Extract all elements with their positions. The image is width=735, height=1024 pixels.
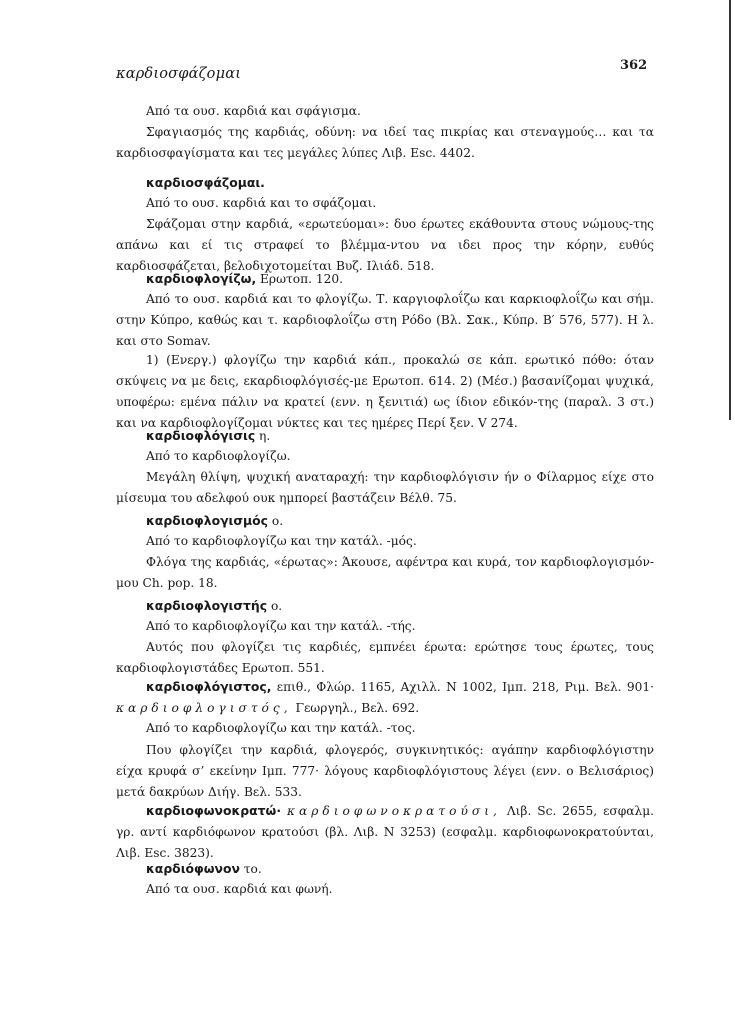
definition-paragraph: Μεγάλη θλίψη, ψυχική αναταραχή: την καρδιοφλόγισιν ήν ο Φίλαρμος είχε στο μίσευμα του αδελφού ουκ ημπορεί βαστάζειν Βέλθ. 75. [116,470,654,505]
entry-lemma [116,858,654,880]
definition-paragraph: Σφαγιασμός της καρδιάς, οδύνη: να ιδεί τας πικρίας και στεναγμούς… και τα καρδιοσφαγίσματα και τες μεγάλες λύπες Λιβ. Esc. 4402. [116,125,654,160]
lemma-headword: καρδιόφωνον [146,861,240,876]
scan-edge-mark [729,0,731,420]
running-head: καρδιοσφάζομαι [116,66,242,82]
lemma-headword: καρδιοφλογίζω, [146,271,257,286]
entry-lemma [116,595,654,617]
lemma-headword: καρδιοφλογισμός [146,513,268,528]
lemma-headword: καρδιοφωνοκρατώ· [146,803,282,818]
lemma-references: επιθ., Φλώρ. 1165, Αχιλλ. Ν 1002, Ιμπ. 218, Ριμ. Βελ. 901· [271,680,654,694]
etymology-line: Από το ουσ. καρδιά και το σφάζομαι. [146,196,377,210]
entry-lemma [116,172,654,194]
etymology-paragraph: Από το ουσ. καρδιά και το φλογίζω. Τ. καργιοφλοΐζω και καρκιοφλοΐζω και σήμ. στην Κύπρο, καθώς και τ. καρδιοφλοΐζω στη Ρόδο (Βλ. Σακ., Κύπρ. Β′ 576, 577). Η λ. και στο Somav. [116,292,654,348]
lemma-variant: καρδιοφλογιστός, [116,701,292,715]
etymology-line: Από τα ουσ. καρδιά και σφάγισμα. [146,104,361,118]
lemma-headword: καρδιοφλόγισις [146,428,256,443]
etymology-line: Από το καρδιοφλογίζω και την κατάλ. -τος. [146,721,416,735]
entry-lemma [116,800,654,864]
definition-paragraph: Που φλογίζει την καρδιά, φλογερός, συγκινητικός: αγάπην καρδιοφλόγιστην είχα κρυφά σ’ εκείνην Ιμπ. 777· λόγους καρδιοφλόγιστους λέγει (ενν. ο Βελισάριος) μετά δακρύων Διήγ. Βελ. 533. [116,743,654,799]
etymology-line: Από το καρδιοφλογίζω. [146,449,291,463]
lemma-headword: καρδιοφλόγιστος, [146,679,272,694]
page-number: 362 [620,58,648,73]
variant-reference: Γεωργηλ., Βελ. 692. [291,701,420,715]
entry-lemma [116,268,654,290]
lemma-headword: καρδιοσφάζομαι. [146,175,265,190]
etymology-line: Από το καρδιοφλογίζω και την κατάλ. -μός. [146,534,417,548]
lemma-reference: Ερωτοπ. 120. [256,272,344,286]
definition-paragraph: Φλόγα της καρδιάς, «έρωτας»: Άκουσε, αφέντρα και κυρά, τον καρδιοφλογισμόν-μου Ch. pop. 18. [116,555,654,590]
lemma-headword: καρδιοφλογιστής [146,598,268,613]
lemma-gender: η. [255,429,271,443]
lemma-variant: καρδιοφωνοκρατούσι, [286,804,501,818]
lemma-gender: ο. [267,514,284,528]
lemma-gender: ο. [267,599,283,613]
lemma-gender: το. [239,862,262,876]
lemma-note: Λιβ. Sc. 2655, εσφαλμ. γρ. αντί καρδιόφωνον κρατούσι (βλ. Λιβ. Ν 3253) (εσφαλμ. καρδιοφωνοκρατούνται, Λιβ. Esc. 3823). [116,804,654,860]
definition-paragraph: 1) (Ενεργ.) φλογίζω την καρδιά κάπ., προκαλώ σε κάπ. ερωτικό πόθο: όταν σκύψεις να με δεις, εκαρδιοφλόγισές-με Ερωτοπ. 614. 2) (Μέσ.) βασανίζομαι ψυχικά, υποφέρω: εμένα πάλιν να κρατεί (ενν. η ξενιτιά) ως ίδιον εδικόν-της (παραλ. 3 στ.) και να καρδιοφλογίζομαι νύκτες και τες ημέρες Περί ξεν. V 274. [116,353,654,430]
entry-lemma [116,510,654,532]
etymology-line: Από τα ουσ. καρδιά και φωνή. [146,882,333,896]
definition-paragraph: Αυτός που φλογίζει τις καρδιές, εμπνέει έρωτα: ερώτησε τους έρωτες, τους καρδιοφλογιστάδες Ερωτοπ. 551. [116,640,654,675]
definition-paragraph: Σφάζομαι στην καρδιά, «ερωτεύομαι»: δυο έρωτες εκάθουντα στους νώμους-της απάνω και εί τις στραφεί το βλέμμα-ντου να ιδει προς την κόρην, ευθύς καρδιοσφάζεται, βελοδιχοτομείται Βυζ. Ιλιάδ. 518. [116,217,654,273]
entry-lemma [116,425,654,447]
etymology-line: Από το καρδιοφλογίζω και την κατάλ. -τής. [146,619,416,633]
entry-lemma [116,676,654,719]
